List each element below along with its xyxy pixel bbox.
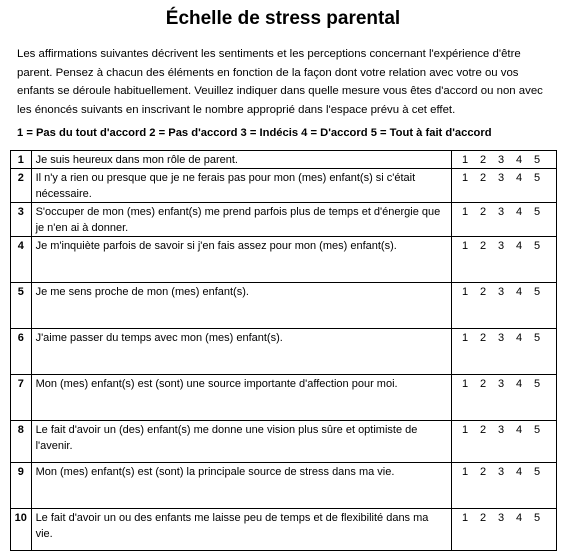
item-statement: Je suis heureux dans mon rôle de parent. xyxy=(31,151,452,169)
table-row xyxy=(11,151,557,169)
rating-option-3[interactable]: 3 xyxy=(498,154,505,166)
rating-option-4[interactable]: 4 xyxy=(516,286,523,298)
item-number: 6 xyxy=(11,329,32,375)
rating-option-4[interactable]: 4 xyxy=(516,206,523,218)
rating-options xyxy=(452,283,557,329)
items-table xyxy=(10,150,557,551)
rating-option-1[interactable]: 1 xyxy=(462,206,469,218)
item-number: 5 xyxy=(11,283,32,329)
rating-option-2[interactable]: 2 xyxy=(480,154,487,166)
rating-option-2[interactable]: 2 xyxy=(480,332,487,344)
rating-option-3[interactable]: 3 xyxy=(498,466,505,478)
rating-option-4[interactable]: 4 xyxy=(516,154,523,166)
rating-options xyxy=(452,329,557,375)
rating-options xyxy=(452,203,557,237)
table-row xyxy=(11,421,557,463)
rating-option-1[interactable]: 1 xyxy=(462,466,469,478)
rating-option-5[interactable]: 5 xyxy=(534,466,541,478)
table-row xyxy=(11,203,557,237)
rating-option-2[interactable]: 2 xyxy=(480,206,487,218)
item-statement: Mon (mes) enfant(s) est (sont) la principale source de stress dans ma vie. xyxy=(31,463,452,509)
rating-option-4[interactable]: 4 xyxy=(516,240,523,252)
table-row xyxy=(11,169,557,203)
rating-option-1[interactable]: 1 xyxy=(462,286,469,298)
rating-option-3[interactable]: 3 xyxy=(498,378,505,390)
item-statement: J'aime passer du temps avec mon (mes) enfant(s). xyxy=(31,329,452,375)
item-number: 10 xyxy=(11,509,32,551)
item-statement: Je m'inquiète parfois de savoir si j'en fais assez pour mon (mes) enfant(s). xyxy=(31,237,452,283)
item-statement: Je me sens proche de mon (mes) enfant(s). xyxy=(31,283,452,329)
rating-option-4[interactable]: 4 xyxy=(516,512,523,524)
table-row xyxy=(11,329,557,375)
rating-option-1[interactable]: 1 xyxy=(462,424,469,436)
scale-legend: 1 = Pas du tout d'accord 2 = Pas d'accord 3 = Indécis 4 = D'accord 5 = Tout à fait d'accord xyxy=(17,127,492,139)
item-number: 8 xyxy=(11,421,32,463)
rating-option-4[interactable]: 4 xyxy=(516,424,523,436)
rating-options xyxy=(452,463,557,509)
rating-option-1[interactable]: 1 xyxy=(462,240,469,252)
rating-option-4[interactable]: 4 xyxy=(516,378,523,390)
table-row xyxy=(11,375,557,421)
rating-option-5[interactable]: 5 xyxy=(534,206,541,218)
page-title: Échelle de stress parental xyxy=(165,8,401,29)
rating-option-5[interactable]: 5 xyxy=(534,424,541,436)
rating-option-2[interactable]: 2 xyxy=(480,378,487,390)
table-row xyxy=(11,463,557,509)
rating-options xyxy=(452,421,557,463)
rating-option-3[interactable]: 3 xyxy=(498,424,505,436)
rating-option-2[interactable]: 2 xyxy=(480,424,487,436)
item-number: 4 xyxy=(11,237,32,283)
rating-option-3[interactable]: 3 xyxy=(498,240,505,252)
rating-options xyxy=(452,375,557,421)
item-number: 9 xyxy=(11,463,32,509)
rating-option-1[interactable]: 1 xyxy=(462,378,469,390)
rating-option-5[interactable]: 5 xyxy=(534,172,541,184)
rating-option-4[interactable]: 4 xyxy=(516,332,523,344)
item-number: 1 xyxy=(11,151,32,169)
rating-option-1[interactable]: 1 xyxy=(462,512,469,524)
item-number: 7 xyxy=(11,375,32,421)
rating-option-2[interactable]: 2 xyxy=(480,466,487,478)
item-statement: Mon (mes) enfant(s) est (sont) une source importante d'affection pour moi. xyxy=(31,375,452,421)
rating-options xyxy=(452,169,557,203)
item-number: 3 xyxy=(11,203,32,237)
rating-option-1[interactable]: 1 xyxy=(462,172,469,184)
rating-options xyxy=(452,509,557,551)
item-statement: Le fait d'avoir un ou des enfants me laisse peu de temps et de flexibilité dans ma vie. xyxy=(31,509,452,551)
table-row xyxy=(11,283,557,329)
rating-options xyxy=(452,151,557,169)
rating-options xyxy=(452,237,557,283)
item-statement: S'occuper de mon (mes) enfant(s) me prend parfois plus de temps et d'énergie que je n'en ai à donner. xyxy=(31,203,452,237)
rating-option-1[interactable]: 1 xyxy=(462,332,469,344)
rating-option-2[interactable]: 2 xyxy=(480,286,487,298)
rating-option-3[interactable]: 3 xyxy=(498,286,505,298)
table-row xyxy=(11,237,557,283)
rating-option-3[interactable]: 3 xyxy=(498,206,505,218)
rating-option-5[interactable]: 5 xyxy=(534,240,541,252)
rating-option-5[interactable]: 5 xyxy=(534,286,541,298)
rating-option-3[interactable]: 3 xyxy=(498,172,505,184)
rating-option-5[interactable]: 5 xyxy=(534,332,541,344)
rating-option-3[interactable]: 3 xyxy=(498,332,505,344)
rating-option-4[interactable]: 4 xyxy=(516,172,523,184)
rating-option-5[interactable]: 5 xyxy=(534,378,541,390)
rating-option-1[interactable]: 1 xyxy=(462,154,469,166)
item-number: 2 xyxy=(11,169,32,203)
rating-option-5[interactable]: 5 xyxy=(534,512,541,524)
item-statement: Il n'y a rien ou presque que je ne ferais pas pour mon (mes) enfant(s) si c'était nécessaire. xyxy=(31,169,452,203)
rating-option-2[interactable]: 2 xyxy=(480,512,487,524)
rating-option-2[interactable]: 2 xyxy=(480,240,487,252)
item-statement: Le fait d'avoir un (des) enfant(s) me donne une vision plus sûre et optimiste de l'avenir. xyxy=(31,421,452,463)
rating-option-3[interactable]: 3 xyxy=(498,512,505,524)
rating-option-5[interactable]: 5 xyxy=(534,154,541,166)
intro-paragraph: Les affirmations suivantes décrivent les sentiments et les perceptions concernant l'expérience d'être parent. Pensez à chacun des éléments en fonction de la façon dont votre relation avec votre ou vos enfants se déroule habituellement. Veuillez indiquer dans quelle mesure vous êtes d'accord ou non avec les énoncés suivants en inscrivant le nombre approprié dans l'espace prévu à cet effet. xyxy=(17,48,543,116)
rating-option-4[interactable]: 4 xyxy=(516,466,523,478)
table-row xyxy=(11,509,557,551)
rating-option-2[interactable]: 2 xyxy=(480,172,487,184)
